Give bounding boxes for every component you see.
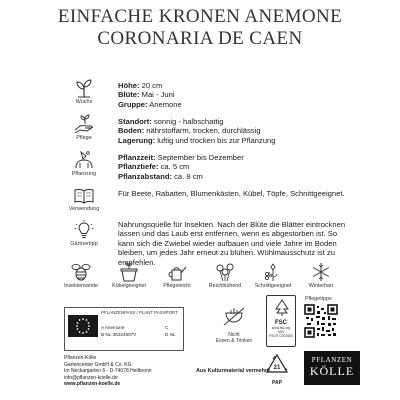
hand-plant-icon (73, 114, 95, 134)
pap-label: PAP (272, 380, 282, 386)
info-row (118, 117, 275, 126)
company-address (64, 355, 152, 388)
info-key: Standort: (118, 117, 152, 126)
plant-passport (64, 307, 184, 351)
propagation-note: Aus Kulturmaterial vermehrt. (196, 368, 271, 374)
info-value: Anemone (147, 99, 182, 109)
feature-label: Schnittgeeignet (254, 283, 292, 289)
text-line: lassen und das Laub erst entfernen, wenn es abgestorben ist. So (118, 229, 338, 239)
flowers-icon (214, 262, 236, 282)
gaertnertipp-label: Gärtnertipp (70, 241, 98, 247)
pflanzung-icon-cell (64, 150, 104, 177)
gaertnertipp-icon-cell (64, 220, 104, 247)
lightbulb-icon (73, 220, 95, 240)
feature-pflegeleicht (153, 262, 201, 289)
fsc-mix: MIX (277, 330, 285, 334)
open-book-icon (73, 187, 95, 205)
company-line: Im Neckargarten 6 · D-74078 Heilbronn (64, 368, 152, 375)
verwendung-text: Für Beete, Rabatten, Blumenkästen, Kübel, Töpfe, Schnittgeeignet. (118, 189, 345, 198)
text-line: kann sich die Zwiebel wieder aufbauen und viele Jahre im Boden (118, 238, 337, 248)
text-line: bleiben, um jedes Jahr erneut zu blühen. Wühlmausschutz ist zu (118, 248, 335, 258)
passport-d: D NL (165, 332, 176, 337)
info-row (118, 81, 182, 90)
title-line-2: CORONARIA DE CAEN (97, 28, 303, 49)
qr-code-icon[interactable] (304, 304, 338, 338)
feature-kuebelgeeignet (105, 262, 153, 289)
passport-a: A Anemone (101, 325, 125, 330)
company-line: Gartencenter GmbH & Co. KG (64, 361, 132, 368)
feature-label: Reichblühend (208, 283, 242, 289)
company-email: info@pflanzen-koelle.de (64, 374, 118, 381)
pflanzung-label: Pflanzung (71, 171, 97, 177)
info-value: sonnig - halbschattig (151, 117, 224, 126)
info-value: 20 cm (139, 81, 163, 90)
fsc-tree-icon (274, 299, 290, 317)
text-line: empfehlen. (118, 257, 156, 267)
info-value: luftig und trocken bis zur Pflanzung (155, 135, 276, 145)
feature-label: Winterhart (308, 283, 334, 289)
pot-icon (118, 262, 140, 282)
logo-line-1: PFLANZEN (311, 356, 353, 364)
verwendung-label: Verwendung (68, 206, 100, 212)
not-edible-line-1: Nicht (228, 332, 240, 338)
feature-label: Kübelgeeignet (112, 283, 146, 289)
qr-label: Pflegetipps (305, 296, 332, 302)
logo-line-2: KÖLLE (309, 364, 355, 378)
info-key: Pflanztiefe: (118, 162, 159, 172)
wuchs-label: Wuchs (75, 99, 93, 105)
pflege-info (118, 117, 275, 145)
pflanzung-info (118, 153, 244, 181)
info-key: Gruppe: (118, 99, 148, 109)
pflege-label: Pflege (76, 135, 92, 141)
info-row (118, 126, 275, 135)
planting-hands-icon (73, 150, 95, 170)
watering-can-icon (166, 262, 188, 282)
info-value: September bis Dezember (155, 153, 244, 162)
info-row (118, 172, 244, 181)
feature-insektenweide (57, 262, 105, 289)
fsc-url: www.fsc.org (271, 326, 291, 330)
passport-header: PFLANZENPASS / PLANT PASSPORT (101, 310, 178, 315)
info-key: Lagerung: (118, 135, 156, 145)
info-row (118, 153, 244, 162)
company-name: Pflanzen-Kölle (64, 355, 97, 361)
eu-flag-icon (68, 315, 98, 337)
info-value: nährstoffarm, trocken, durchlässig (144, 126, 261, 136)
verwendung-icon-cell (64, 187, 104, 212)
not-edible-line-2: Essen & Trinken (215, 338, 253, 344)
not-edible-notice (212, 307, 256, 344)
info-row (118, 162, 244, 171)
passport-b: B NL-36324907V (101, 332, 137, 337)
wuchs-info (118, 81, 182, 109)
wuchs-icon-cell (64, 78, 104, 105)
bee-icon (70, 262, 92, 282)
info-row (118, 100, 182, 109)
feature-winterhart (297, 262, 345, 289)
feature-schnittgeeignet (249, 262, 297, 289)
info-row (118, 90, 182, 99)
company-website: www.pflanzen-koelle.de (64, 381, 121, 388)
sprout-icon (73, 78, 95, 98)
info-key: Boden: (118, 126, 145, 136)
pflege-icon-cell (64, 114, 104, 141)
title-line-1: EINFACHE KRONEN ANEMONE (57, 6, 343, 27)
info-key: Pflanzabstand: (118, 171, 173, 181)
feature-reichbluehend (201, 262, 249, 289)
pflanzen-koelle-logo (304, 351, 360, 385)
info-key: Blüte: (118, 90, 140, 100)
feature-label: Pflegeleicht (163, 283, 191, 289)
info-value: Mai - Juni (139, 90, 175, 100)
gaertnertipp-text (118, 220, 350, 267)
fsc-name: FSC (275, 320, 287, 326)
cut-flower-icon (262, 262, 284, 282)
info-row (118, 136, 275, 145)
info-key: Höhe: (118, 81, 140, 90)
fsc-badge (266, 295, 296, 347)
info-key: Pflanzzeit: (118, 153, 156, 162)
info-value: ca. 8 cm (172, 171, 203, 181)
pap-number: 21 (273, 365, 281, 371)
text-line: Nahrungsquelle für Insekten. Nach der Blüte die Blätter eintrocknen (118, 220, 346, 229)
fsc-code: FSC® C001600 (269, 334, 293, 338)
passport-c: C (165, 325, 169, 330)
snowflake-icon (310, 262, 332, 282)
feature-label: Insektenweide (64, 283, 98, 289)
no-eating-icon (222, 307, 246, 327)
info-value: ca. 5 cm (158, 162, 190, 172)
